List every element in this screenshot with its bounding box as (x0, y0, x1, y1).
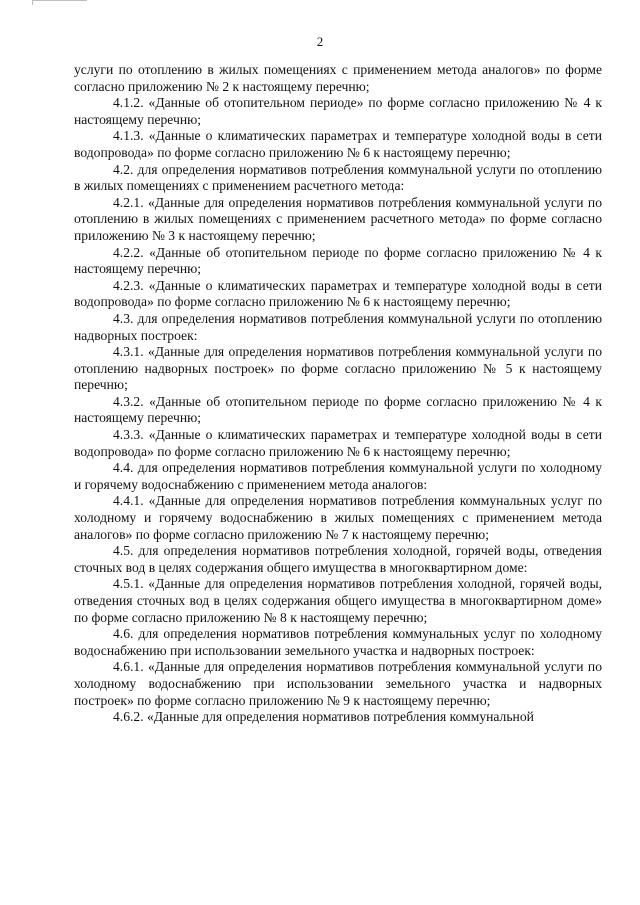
paragraph-4-2-3: 4.2.3. «Данные о климатических параметрах и температуре холодной воды в сети водопровода» по форме согласно приложению № 6 к настоящему перечню; (74, 277, 602, 310)
scan-edge-mark (32, 0, 87, 5)
paragraph-4-3-3: 4.3.3. «Данные о климатических параметрах и температуре холодной воды в сети водопровода» по форме согласно приложению № 6 к настоящему перечню; (74, 427, 602, 459)
paragraph-4-4: 4.4. для определения нормативов потребления коммунальной услуги по холодному и горячему водоснабжению с применением метода аналогов: (74, 460, 602, 492)
paragraph-4-6-2: 4.6.2. «Данные для определения нормативов потребления коммунальной (113, 709, 534, 725)
paragraph-4-1-3: 4.1.3. «Данные о климатических параметрах и температуре холодной воды в сети водопровода» по форме согласно приложению № 6 к настоящему перечню; (74, 128, 602, 160)
paragraph-4-2-1: 4.2.1. «Данные для определения нормативов потребления коммунальной услуги по отоплению в жилых помещениях с применением расчетного метода» по форме согласно приложению № 3 к настоящему перечню; (74, 194, 602, 243)
page-number: 2 (316, 34, 324, 49)
paragraph-4-6-1: 4.6.1. «Данные для определения нормативов потребления коммунальной услуги по холодному водоснабжению при использовании земельного участка и надворных построек» по форме согласно приложению № 9 к настоящему перечню; (74, 659, 602, 708)
paragraph-4-3: 4.3. для определения нормативов потребления коммунальной услуги по отоплению надворных построек: (74, 310, 602, 343)
paragraph-4-2-2: 4.2.2. «Данные об отопительном периоде по форме согласно приложению № 4 к настоящему перечню; (74, 244, 602, 277)
paragraph-4-1-2: 4.1.2. «Данные об отопительном периоде» по форме согласно приложению № 4 к настоящему перечню; (74, 95, 602, 127)
paragraph-4-5-1: 4.5.1. «Данные для определения нормативов потребления холодной, горячей воды, отведения сточных вод в целях содержания общего имущества в многоквартирном доме» по форме согласно приложению № 8 к настоящему перечню; (74, 576, 602, 625)
paragraph-continuation: услуги по отоплению в жилых помещениях с применением метода аналогов» по форме согласно приложению № 2 к настоящему перечню; (74, 62, 602, 94)
document-body (74, 62, 602, 726)
paragraph-4-6: 4.6. для определения нормативов потребления коммунальных услуг по холодному водоснабжению при использовании земельного участка и надворных построек: (74, 626, 602, 658)
paragraph-4-2: 4.2. для определения нормативов потребления коммунальной услуги по отоплению в жилых помещениях с применением расчетного метода: (74, 161, 602, 194)
paragraph-4-5: 4.5. для определения нормативов потребления холодной, горячей воды, отведения сточных вод в целях содержания общего имущества в многоквартирном доме: (74, 543, 602, 575)
paragraph-4-3-2: 4.3.2. «Данные об отопительном периоде по форме согласно приложению № 4 к настоящему перечню; (74, 393, 602, 426)
paragraph-4-3-1: 4.3.1. «Данные для определения нормативов потребления коммунальной услуги по отоплению надворных построек» по форме согласно приложению № 5 к настоящему перечню; (74, 344, 602, 393)
paragraph-4-4-1: 4.4.1. «Данные для определения нормативов потребления коммунальных услуг по холодному и горячему водоснабжению в жилых помещениях с применением метода аналогов» по форме согласно приложению № 7 к настоящему перечню; (74, 493, 602, 542)
